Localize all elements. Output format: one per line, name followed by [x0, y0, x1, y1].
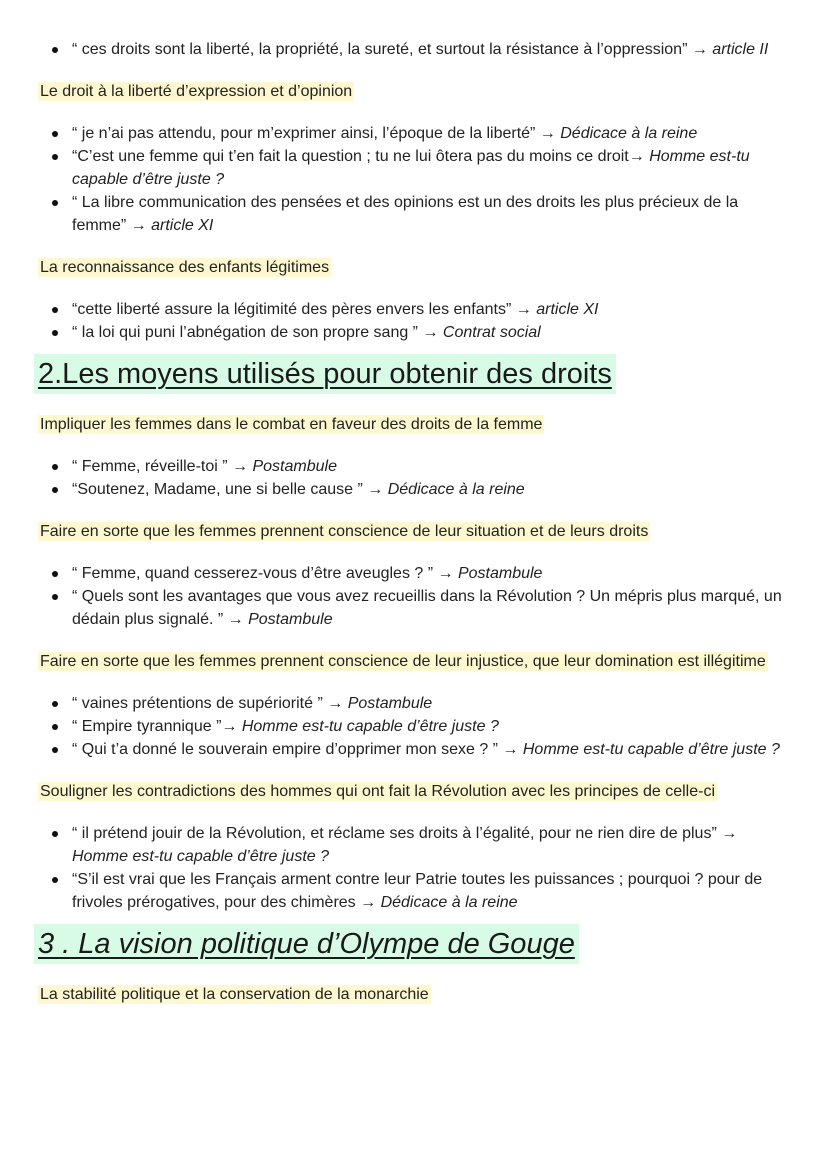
quote-text: “ vaines prétentions de supériorité ” → [72, 695, 348, 712]
bullet-icon [52, 131, 58, 137]
bullet-icon [52, 330, 58, 336]
bullet-icon [52, 701, 58, 707]
quote-source: → Homme est-tu capable d’être juste ? [72, 825, 738, 865]
bullet-list [38, 122, 788, 237]
subheading-block [38, 982, 788, 1007]
bullet-icon [52, 200, 58, 206]
bullet-icon [52, 307, 58, 313]
list-item [72, 868, 788, 914]
quote-text: “cette liberté assure la légitimité des pères envers les enfants” → [72, 301, 537, 318]
bullet-list [38, 455, 788, 501]
subheading-block [38, 255, 788, 280]
bullet-icon [52, 571, 58, 577]
quote-source: article II [712, 41, 769, 58]
list-item [72, 562, 788, 585]
highlighted-subheading: La stabilité politique et la conservation de la monarchie [40, 986, 429, 1003]
highlighted-subheading: Faire en sorte que les femmes prennent conscience de leur situation et de leurs droits [40, 523, 649, 540]
highlighted-subheading: Faire en sorte que les femmes prennent conscience de leur injustice, que leur domination est illégitime [40, 653, 766, 670]
bullet-icon [52, 594, 58, 600]
quote-source: Homme est-tu capable d’être juste ? [522, 741, 780, 758]
quote-text: “ Quels sont les avantages que vous avez recueillis dans la Révolution ? Un mépris plus marqué, un dédain plus signalé. ” → [72, 588, 782, 628]
highlighted-subheading: Impliquer les femmes dans le combat en faveur des droits de la femme [40, 416, 543, 433]
section-heading: 3 . La vision politique d’Olympe de Gouge [34, 924, 579, 964]
section-heading-block [34, 354, 788, 394]
bullet-icon [52, 877, 58, 883]
list-item [72, 585, 788, 631]
list-item [72, 822, 788, 868]
quote-text: “Soutenez, Madame, une si belle cause ” → [72, 481, 388, 498]
section-heading: 2.Les moyens utilisés pour obtenir des droits [34, 354, 616, 394]
highlighted-subheading: Le droit à la liberté d’expression et d’opinion [40, 83, 353, 100]
quote-source: Dédicace à la reine [560, 125, 698, 142]
bullet-icon [52, 47, 58, 53]
section-heading-block [34, 924, 788, 964]
highlighted-subheading: La reconnaissance des enfants légitimes [40, 259, 330, 276]
quote-text: “ ces droits sont la liberté, la propriété, la sureté, et surtout la résistance à l’oppression” → [72, 41, 713, 58]
quote-source: article XI [536, 301, 599, 318]
quote-source: Homme est-tu capable d’être juste ? [72, 148, 750, 188]
quote-source: Postambule [252, 458, 337, 475]
quote-source: Contrat social [442, 324, 541, 341]
quote-source: Postambule [248, 611, 333, 628]
quote-text: “ La libre communication des pensées et des opinions est un des droits les plus précieux de la femme” → [72, 194, 739, 234]
quote-text: “ il prétend jouir de la Révolution, et réclame ses droits à l’égalité, pour ne rien dire de plus” [72, 825, 722, 842]
list-item [72, 738, 788, 761]
quote-source: Homme est-tu capable d’être juste ? [241, 718, 499, 735]
bullet-list [38, 38, 788, 61]
list-item [72, 478, 788, 501]
subheading-block [38, 779, 788, 804]
list-item [72, 38, 788, 61]
subheading-block [38, 79, 788, 104]
bullet-icon [52, 831, 58, 837]
subheading-block [38, 412, 788, 437]
quote-text: “C’est une femme qui t’en fait la question ; tu ne lui ôtera pas du moins ce droit→ [72, 148, 650, 165]
list-item [72, 455, 788, 478]
quote-source: Dédicace à la reine [380, 894, 518, 911]
bullet-icon [52, 487, 58, 493]
list-item [72, 692, 788, 715]
subheading-block [38, 519, 788, 544]
bullet-icon [52, 464, 58, 470]
bullet-icon [52, 724, 58, 730]
list-item [72, 715, 788, 738]
quote-text: “ Femme, quand cesserez-vous d’être aveugles ? ” → [72, 565, 458, 582]
quote-source: article XI [151, 217, 214, 234]
bullet-list [38, 298, 788, 344]
bullet-list [38, 822, 788, 914]
quote-text: “ Empire tyrannique ”→ [72, 718, 242, 735]
quote-text: “S’il est vrai que les Français arment contre leur Patrie toutes les puissances ; pourquoi ? pour de frivoles prérogatives, pour des chimères → [72, 871, 763, 911]
bullet-icon [52, 747, 58, 753]
quote-source: Postambule [347, 695, 433, 712]
quote-text: “ je n’ai pas attendu, pour m’exprimer ainsi, l’époque de la liberté” → [72, 125, 561, 142]
subheading-block [38, 649, 788, 674]
quote-text: “ la loi qui puni l’abnégation de son propre sang ” → [72, 324, 443, 341]
list-item [72, 191, 788, 237]
quote-source: Postambule [457, 565, 543, 582]
list-item [72, 122, 788, 145]
bullet-list [38, 692, 788, 761]
bullet-list [38, 562, 788, 631]
quote-source: Dédicace à la reine [387, 481, 525, 498]
quote-text: “ Femme, réveille-toi ” → [72, 458, 253, 475]
list-item [72, 145, 788, 191]
quote-text: “ Qui t’a donné le souverain empire d’opprimer mon sexe ? ” → [72, 741, 523, 758]
bullet-icon [52, 154, 58, 160]
list-item [72, 321, 788, 344]
list-item [72, 298, 788, 321]
highlighted-subheading: Souligner les contradictions des hommes qui ont fait la Révolution avec les principes de celle-ci [40, 783, 716, 800]
